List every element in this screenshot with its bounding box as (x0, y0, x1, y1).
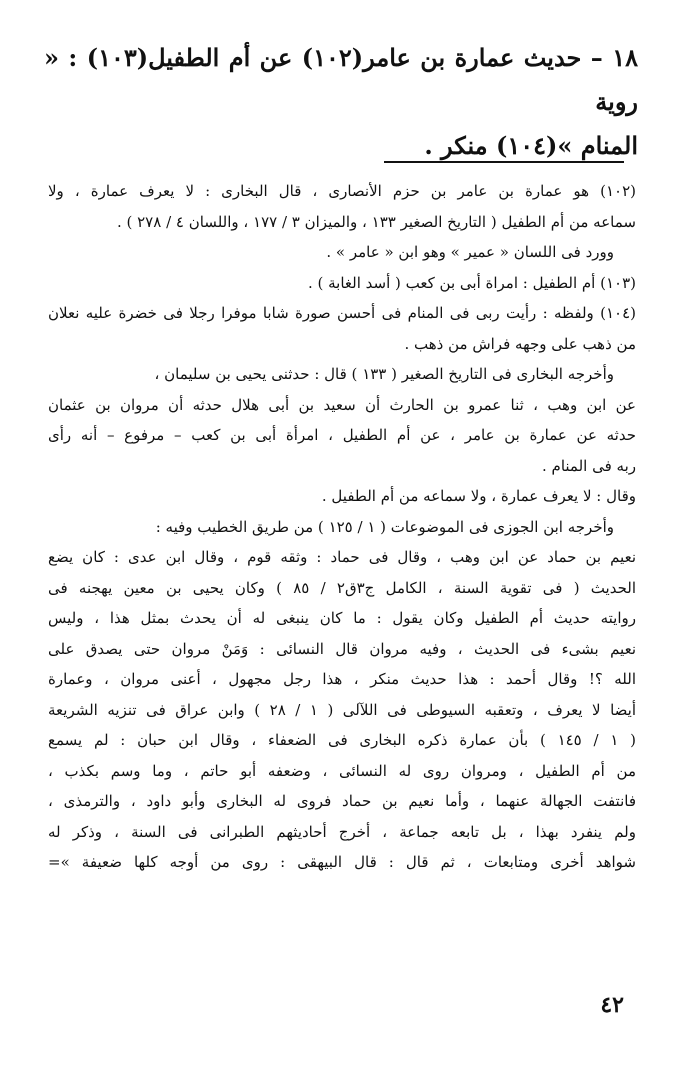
footnote-line: (١٠٣) أم الطفيل : امراة أبى بن كعب ( أسد الغابة ) . (307, 273, 636, 292)
footnote-line: عن ابن وهب ، ثنا عمرو بن الحارث أن سعيد بن أبى هلال حدثه أن مروان بن عثمان (48, 395, 636, 414)
footnotes-block (48, 176, 636, 878)
heading-line-1: ١٨ – حديث عمارة بن عامر(١٠٢) عن أم الطفيل(١٠٣) : « روية (44, 43, 638, 116)
footnote-line: فانتفت الجهالة عنهما ، وأما نعيم بن حماد فروى له البخارى وأبو داود ، والترمذى ، (48, 792, 636, 810)
footnote-line: (١٠٢) هو عمارة بن عامر بن حزم الأنصارى ، قال البخارى : لا يعرف عمارة ، ولا (48, 182, 636, 200)
footnote-line: وورد فى اللسان « عمير » وهو ابن « عامر » . (326, 243, 614, 261)
footnote-separator (384, 161, 624, 163)
footnote-line: وأخرجه البخارى فى التاريخ الصغير ( ١٣٣ ) قال : حدثنى يحيى بن سليمان ، (154, 365, 614, 383)
footnote-line: وأخرجه ابن الجوزى فى الموضوعات ( ١ / ١٢٥ ) من طريق الخطيب وفيه : (155, 517, 614, 536)
hadith-heading (44, 36, 638, 168)
page-number: ٤٢ (600, 992, 624, 1018)
footnote-line: شواهد أخرى ومتابعات ، ثم قال : قال البيهقى : روى من أوجه كلها ضعيفة »= (48, 853, 636, 871)
footnote-line: من ذهب على وجهه فراش من ذهب . (404, 334, 636, 353)
footnote-line: حدثه عن عمارة بن عامر ، عن أم الطفيل ، امرأة أبى بن كعب – مرفوع – أنه رأى (48, 426, 636, 444)
footnote-line: روايته حديث أم الطفيل وكان يقول : ما كان ينبغى له أن يحدث بمثل هذا ، وليس (48, 609, 636, 627)
heading-line-2: المنام »(١٠٤) منكر . (424, 131, 638, 160)
footnote-line: ولم ينفرد بهذا ، بل تابعه جماعة ، أخرج أحاديثهم الطبرانى فى السنة ، وذكر له (48, 822, 636, 841)
footnote-line: ربه فى المنام . (542, 456, 636, 475)
footnote-line: الحديث ( فى تقوية السنة ، الكامل ج٣ق٢ / ٨٥ ) وكان يحيى بن معين يهجنه فى (48, 578, 636, 597)
footnote-line: من أم الطفيل ، ومروان روى له النسائى ، وضعفه أبو حاتم ، وما وسم بكذب ، (48, 761, 636, 780)
footnote-line: (١٠٤) ولفظه : رأيت ربى فى المنام فى أحسن صورة شابا موفرا رجلا فى خضرة عليه نعلان (48, 304, 636, 322)
footnote-line: وقال : لا يعرف عمارة ، ولا سماعه من أم الطفيل . (321, 487, 636, 505)
footnote-line: سماعه من أم الطفيل ( التاريخ الصغير ١٣٣ ، والميزان ٣ / ١٧٧ ، واللسان ٤ / ٢٧٨ ) . (116, 212, 636, 231)
footnote-line: الله ؟! وقال أحمد : هذا حديث منكر ، هذا رجل مجهول ، أعنى مروان ، وعمارة (48, 670, 636, 688)
footnote-line: ( ١ / ١٤٥ ) بأن عمارة ذكره البخارى فى الضعفاء ، وقال ابن حبان : لم يسمع (48, 731, 636, 749)
footnote-line: نعيم بشىء فى الحديث ، وفيه مروان قال النسائى : وَمَنْ مروان حتى يصدق على (48, 639, 636, 658)
footnote-line: نعيم بن حماد عن ابن وهب ، وقال فى حماد : وثقه قوم ، وقال ابن عدى : كان يضع (48, 548, 636, 566)
footnote-line: أيضا لا يعرف ، وتعقبه السيوطى فى اللآلى ( ١ / ٢٨ ) وابن عراق فى تنزيه الشريعة (48, 700, 636, 719)
